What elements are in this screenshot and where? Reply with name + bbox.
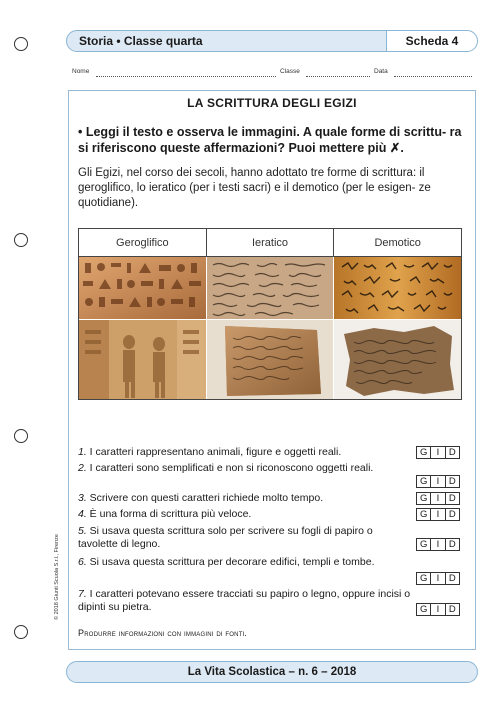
list-item: 6. Si usava questa scrittura per decorare edifici, templi e tombe. — [78, 556, 375, 568]
sheet-tag — [386, 30, 478, 52]
writing-forms-table — [78, 228, 462, 400]
name-label: Nome — [72, 68, 90, 75]
copyright-text: © 2018 Giunti Scuola S.r.l., Firenze — [54, 534, 60, 620]
instruction-text: • Leggi il testo e osserva le immagini. A quale forme di scrittu- ra si riferiscono queste affermazioni? Puoi mettere più ✗. — [78, 125, 462, 155]
subject-label: Storia • Classe quarta — [79, 34, 203, 48]
checkbox-d[interactable]: D — [448, 573, 456, 584]
checkbox-g[interactable]: G — [417, 509, 431, 520]
header-ieratico: Ieratico — [207, 229, 335, 256]
checkbox-d[interactable]: D — [448, 604, 456, 615]
checkbox-d[interactable]: D — [448, 476, 456, 487]
gid-checkbox-group-3[interactable] — [416, 492, 460, 505]
table-header — [79, 229, 461, 257]
checkbox-i[interactable]: I — [431, 539, 445, 550]
gid-checkbox-group-1[interactable] — [416, 446, 460, 459]
header-demotico: Demotico — [374, 236, 421, 249]
checkbox-d[interactable]: D — [448, 509, 456, 520]
checkbox-i[interactable]: I — [431, 573, 445, 584]
image-row-2 — [79, 319, 461, 399]
binder-hole-3 — [14, 429, 28, 443]
papyrus-fragment-image — [334, 320, 461, 399]
binder-hole-4 — [14, 625, 28, 639]
checkbox-i[interactable]: I — [431, 447, 445, 458]
checkbox-d[interactable]: D — [448, 493, 456, 504]
image-row-1 — [79, 257, 461, 319]
list-item: 3. Scrivere con questi caratteri richiede molto tempo. — [78, 492, 324, 504]
date-label: Data — [374, 68, 388, 75]
checkbox-g[interactable]: G — [417, 539, 431, 550]
subject-banner — [66, 30, 406, 52]
gid-checkbox-group-2[interactable] — [416, 475, 460, 488]
checkbox-d[interactable]: D — [448, 539, 456, 550]
hieratic-papyrus-image — [207, 257, 335, 319]
header-geroglifico: Geroglifico — [79, 229, 207, 256]
skill-note: Produrre informazioni con immagini di fonti. — [78, 628, 248, 638]
gid-checkbox-group-6[interactable] — [416, 572, 460, 585]
class-label: Classe — [280, 68, 300, 75]
checkbox-i[interactable]: I — [431, 493, 445, 504]
date-field[interactable] — [394, 76, 472, 77]
wood-tablet-image — [207, 320, 335, 399]
checkbox-g[interactable]: G — [417, 493, 431, 504]
demotic-papyrus-image — [334, 257, 461, 319]
list-item: 5. Si usava questa scrittura solo per scrivere su fogli di papiro o tavolette di legno. — [78, 525, 373, 550]
list-item: 4. È una forma di scrittura più veloce. — [78, 508, 252, 520]
sheet-label: Scheda 4 — [405, 34, 459, 48]
magazine-footer — [66, 661, 478, 683]
checkbox-g[interactable]: G — [417, 476, 431, 487]
checkbox-d[interactable]: D — [448, 447, 456, 458]
binder-hole-1 — [14, 37, 28, 51]
name-field[interactable] — [96, 76, 276, 77]
binder-hole-2 — [14, 233, 28, 247]
gid-checkbox-group-4[interactable] — [416, 508, 460, 521]
gid-checkbox-group-5[interactable] — [416, 538, 460, 551]
gid-checkbox-group-7[interactable] — [416, 603, 460, 616]
checkbox-i[interactable]: I — [431, 476, 445, 487]
class-field[interactable] — [306, 76, 370, 77]
list-item: 7. I caratteri potevano essere tracciati su papiro o legno, oppure incisi o dipinti su pietra. — [78, 588, 411, 613]
checkbox-g[interactable]: G — [417, 447, 431, 458]
list-item: 1. I caratteri rappresentano animali, figure e oggetti reali. — [78, 446, 342, 458]
hieroglyph-stone-image — [79, 257, 207, 319]
checkbox-i[interactable]: I — [431, 509, 445, 520]
temple-relief-image — [79, 320, 207, 399]
checkbox-i[interactable]: I — [431, 604, 445, 615]
student-fields — [72, 68, 472, 80]
checkbox-g[interactable]: G — [417, 573, 431, 584]
magazine-label: La Vita Scolastica – n. 6 – 2018 — [187, 666, 357, 678]
intro-text: Gli Egizi, nel corso dei secoli, hanno adottato tre forme di scrittura: il geroglifico, lo ieratico (per i testi sacri) e il demotico (per le esigen- ze quotidiane). — [78, 167, 431, 209]
header-bar — [66, 30, 478, 52]
list-item: 2. I caratteri sono semplificati e non si riconoscono oggetti reali. — [78, 462, 374, 474]
worksheet-title: LA SCRITTURA DEGLI EGIZI — [187, 96, 357, 110]
checkbox-g[interactable]: G — [417, 604, 431, 615]
